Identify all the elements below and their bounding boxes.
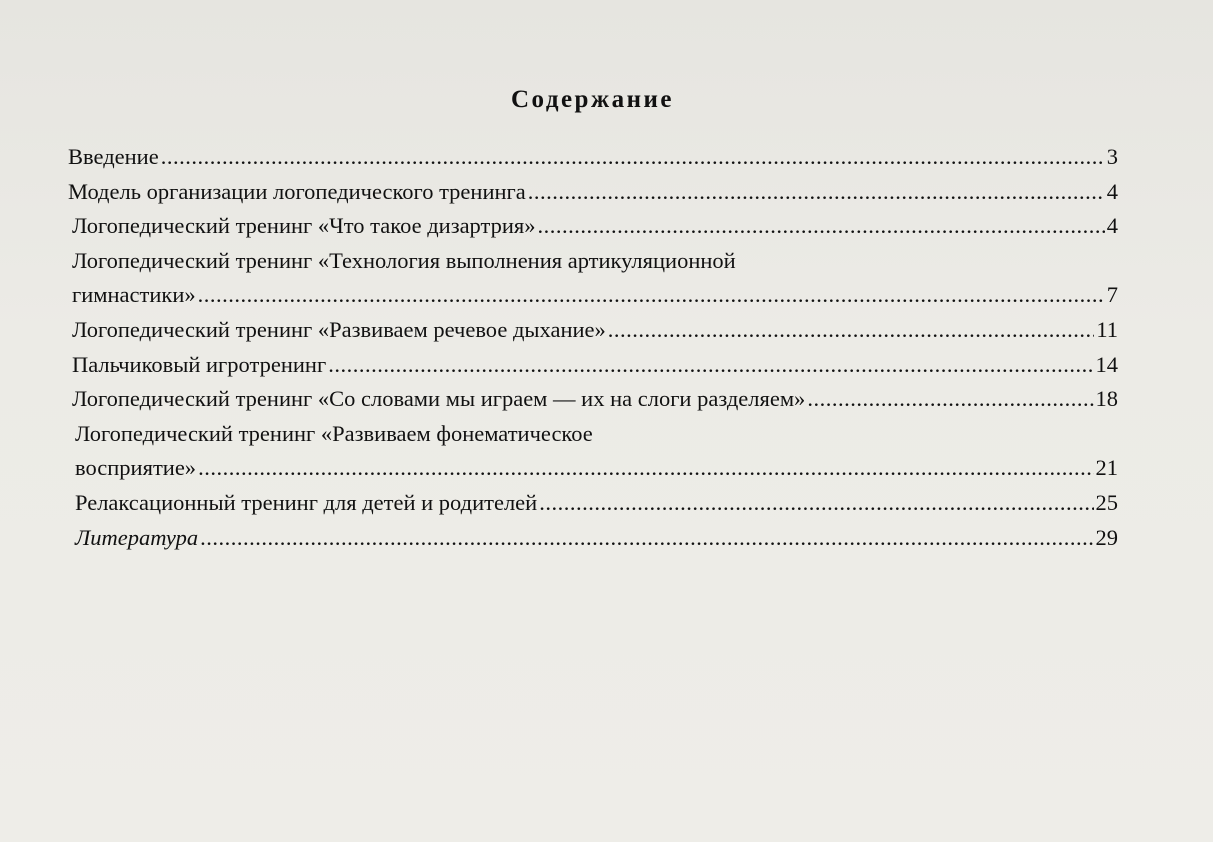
toc-entry-page: 29 [1095, 524, 1118, 550]
toc-entry-title: Введение [68, 144, 159, 169]
toc-entry-dysarthria [72, 209, 1118, 244]
toc-entry-title: Логопедический тренинг «Что такое дизартрия» [72, 213, 536, 239]
leader-dots [539, 486, 1093, 521]
leader-dots [161, 140, 1105, 175]
leader-dots [538, 209, 1105, 244]
toc-entry-title: Логопедический тренинг «Развиваем речевое дыхание» [72, 316, 606, 342]
toc-entry-relaxation [75, 486, 1118, 521]
toc-entry-title: Литература [75, 524, 199, 550]
toc-entry-literature [75, 521, 1118, 556]
toc-entry-phonemic [75, 417, 1118, 486]
leader-dots [200, 521, 1093, 556]
leader-dots [328, 348, 1093, 383]
toc-entry-title-line1: Логопедический тренинг «Технология выполнения артикуляционной [72, 247, 736, 273]
table-of-contents [68, 140, 1118, 555]
toc-entry-page: 11 [1096, 316, 1118, 342]
toc-entry-syllables [72, 382, 1118, 417]
toc-entry-page: 21 [1095, 455, 1118, 481]
leader-dots [198, 278, 1105, 313]
toc-entry-page: 3 [1106, 144, 1118, 169]
toc-entry-title: восприятие» [75, 455, 197, 481]
toc-entry-title: Релаксационный тренинг для детей и родителей [75, 489, 538, 515]
toc-entry-page: 18 [1095, 386, 1118, 412]
toc-entry-title: Пальчиковый игротренинг [72, 351, 327, 377]
leader-dots [608, 313, 1095, 348]
toc-entry-title: Логопедический тренинг «Со словами мы играем — их на слоги разделяем» [72, 386, 806, 412]
toc-entry-title-line1: Логопедический тренинг «Развиваем фонематическое [75, 420, 593, 446]
toc-entry-title: Модель организации логопедического тренинга [68, 178, 526, 204]
toc-entry-title: гимнастики» [72, 282, 196, 308]
toc-heading: Содержание [510, 86, 674, 113]
toc-entry-introduction [68, 140, 1118, 175]
toc-entry-articulation [72, 244, 1118, 313]
leader-dots [528, 175, 1105, 210]
toc-entry-breathing [72, 313, 1118, 348]
toc-entry-page: 7 [1106, 282, 1118, 308]
toc-entry-page: 14 [1095, 351, 1118, 377]
toc-entry-page: 4 [1106, 178, 1118, 204]
toc-entry-training-model [68, 175, 1118, 210]
leader-dots [198, 451, 1093, 486]
toc-entry-page: 25 [1095, 489, 1118, 515]
toc-entry-page: 4 [1106, 213, 1118, 239]
leader-dots [807, 382, 1093, 417]
toc-entry-finger-training [72, 348, 1118, 383]
